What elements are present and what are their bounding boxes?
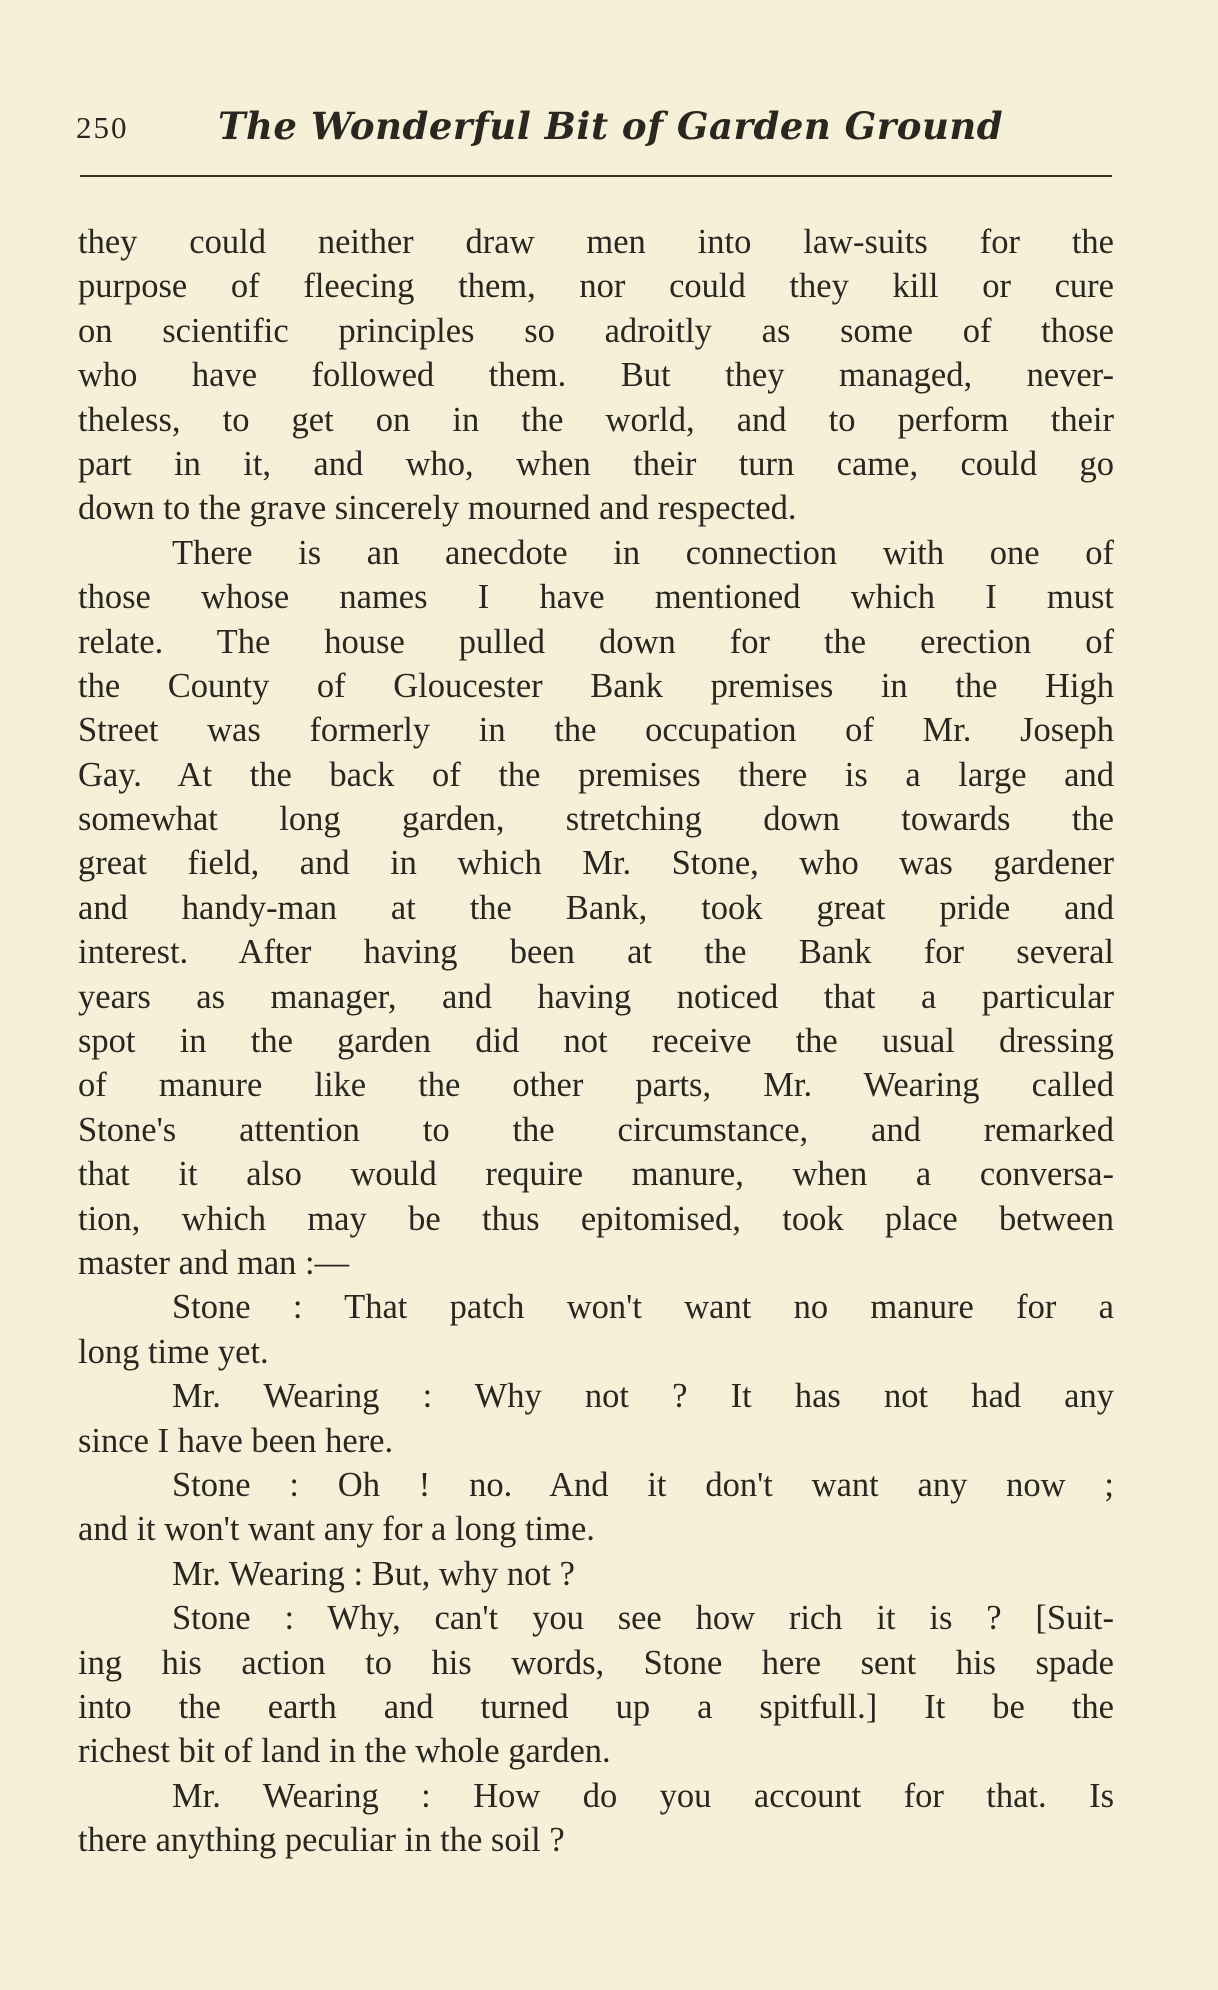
text-line: on scientific principles so adroitly as some of those [78, 311, 1114, 350]
text-line: Stone : That patch won't want no manure for a [172, 1288, 1114, 1327]
text-line: since I have been here. [78, 1421, 394, 1460]
text-line: theless, to get on in the world, and to perform their [78, 400, 1114, 439]
text-line: tion, which may be thus epitomised, took place between [78, 1199, 1114, 1238]
text-line: part in it, and who, when their turn came, could go [78, 444, 1114, 483]
text-line: master and man :— [78, 1243, 350, 1282]
text-line: that it also would require manure, when a conversa- [78, 1155, 1114, 1194]
text-line: Stone : Oh ! no. And it don't want any now ; [172, 1465, 1114, 1504]
text-line: great field, and in which Mr. Stone, who was gardener [78, 844, 1114, 883]
text-line: somewhat long garden, stretching down towards the [78, 800, 1114, 839]
body-text [78, 220, 1114, 1862]
text-line: years as manager, and having noticed that a particular [78, 977, 1114, 1016]
text-line: of manure like the other parts, Mr. Wearing called [78, 1066, 1114, 1105]
text-line: there anything peculiar in the soil ? [78, 1821, 565, 1860]
text-line: interest. After having been at the Bank for several [78, 933, 1114, 972]
text-line: Street was formerly in the occupation of Mr. Joseph [78, 711, 1114, 750]
text-line: Stone : Why, can't you see how rich it is ? [Suit- [172, 1599, 1114, 1638]
text-line: long time yet. [78, 1332, 269, 1371]
text-line: Stone's attention to the circumstance, and remarked [78, 1110, 1114, 1149]
text-line: they could neither draw men into law-suits for the [78, 223, 1114, 261]
text-line: There is an anecdote in connection with one of [172, 533, 1114, 572]
text-line: Mr. Wearing : Why not ? It has not had any [172, 1377, 1114, 1416]
text-line: purpose of fleecing them, nor could they kill or cure [78, 267, 1114, 306]
text-line: and it won't want any for a long time. [78, 1510, 595, 1549]
page-header [76, 104, 1116, 154]
text-line: who have followed them. But they managed, never- [78, 356, 1114, 395]
text-line: ing his action to his words, Stone here sent his spade [78, 1643, 1114, 1682]
running-title: The Wonderful Bit of Garden Ground [218, 104, 1004, 148]
header-rule [80, 175, 1112, 177]
text-line: the County of Gloucester Bank premises in the High [78, 666, 1114, 705]
text-line: Gay. At the back of the premises there is a large and [78, 755, 1114, 794]
text-line: down to the grave sincerely mourned and respected. [78, 489, 797, 528]
page-number: 250 [76, 110, 129, 145]
text-line: relate. The house pulled down for the erection of [78, 622, 1114, 661]
text-line: into the earth and turned up a spitfull.] It be the [78, 1687, 1114, 1726]
text-line: those whose names I have mentioned which I must [78, 578, 1114, 617]
text-line: and handy-man at the Bank, took great pride and [78, 888, 1114, 927]
text-line: spot in the garden did not receive the usual dressing [78, 1022, 1114, 1061]
text-line: Mr. Wearing : But, why not ? [172, 1554, 575, 1593]
text-line: Mr. Wearing : How do you account for that. Is [172, 1776, 1114, 1815]
text-line: richest bit of land in the whole garden. [78, 1732, 611, 1771]
